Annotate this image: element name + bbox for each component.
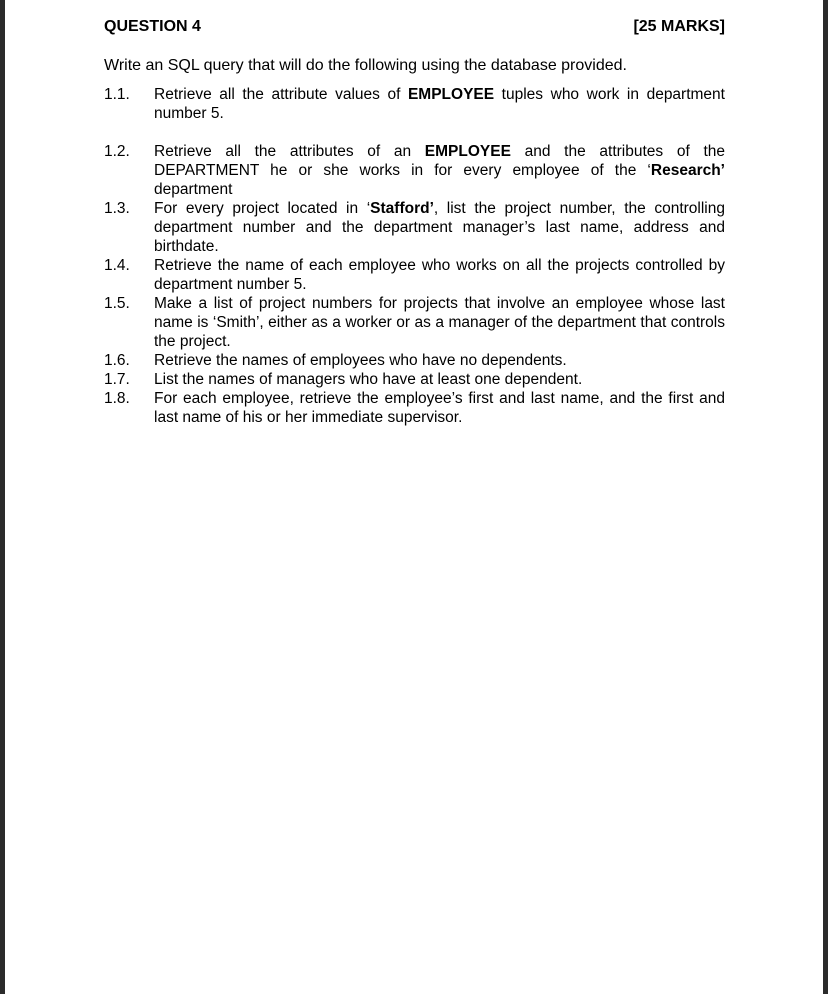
item-number: 1.4. bbox=[104, 257, 130, 274]
question-item-1-8 bbox=[104, 389, 725, 427]
item-number: 1.7. bbox=[104, 371, 130, 388]
question-marks: [25 MARKS] bbox=[633, 18, 725, 35]
item-text: Retrieve the names of employees who have no dependents. bbox=[154, 352, 567, 369]
question-item-1-7 bbox=[104, 370, 725, 389]
document-page bbox=[5, 0, 823, 994]
item-text: List the names of managers who have at least one dependent. bbox=[154, 371, 583, 388]
item-number: 1.6. bbox=[104, 352, 130, 369]
item-number: 1.5. bbox=[104, 295, 130, 312]
question-item-1-6 bbox=[104, 351, 725, 370]
item-text: Retrieve all the attribute values of EMPLOYEE tuples who work in department number 5. bbox=[154, 86, 725, 122]
item-text: Retrieve all the attributes of an EMPLOYEE and the attributes of the DEPARTMENT he or she works in for every employee of the ‘Research’ department bbox=[154, 143, 725, 198]
question-content bbox=[104, 17, 725, 427]
question-item-1-5 bbox=[104, 294, 725, 351]
item-number: 1.1. bbox=[104, 86, 130, 103]
question-header bbox=[104, 17, 725, 37]
item-text: For every project located in ‘Stafford’, list the project number, the controlling department number and the department manager’s last name, address and birthdate. bbox=[154, 200, 725, 255]
question-intro: Write an SQL query that will do the following using the database provided. bbox=[104, 57, 627, 74]
question-item-1-1 bbox=[104, 85, 725, 123]
item-number: 1.8. bbox=[104, 390, 130, 407]
question-title: QUESTION 4 bbox=[104, 18, 201, 35]
item-text: For each employee, retrieve the employee’s first and last name, and the first and last name of his or her immediate supervisor. bbox=[154, 390, 725, 426]
item-number: 1.3. bbox=[104, 200, 130, 217]
item-number: 1.2. bbox=[104, 143, 130, 160]
item-text: Make a list of project numbers for projects that involve an employee whose last name is ‘Smith’, either as a worker or as a manager of the department that controls the project. bbox=[154, 295, 725, 350]
question-item-1-4 bbox=[104, 256, 725, 294]
item-text: Retrieve the name of each employee who works on all the projects controlled by department number 5. bbox=[154, 257, 725, 293]
question-item-1-3 bbox=[104, 199, 725, 256]
question-item-1-2 bbox=[104, 142, 725, 199]
question-items bbox=[104, 85, 725, 427]
